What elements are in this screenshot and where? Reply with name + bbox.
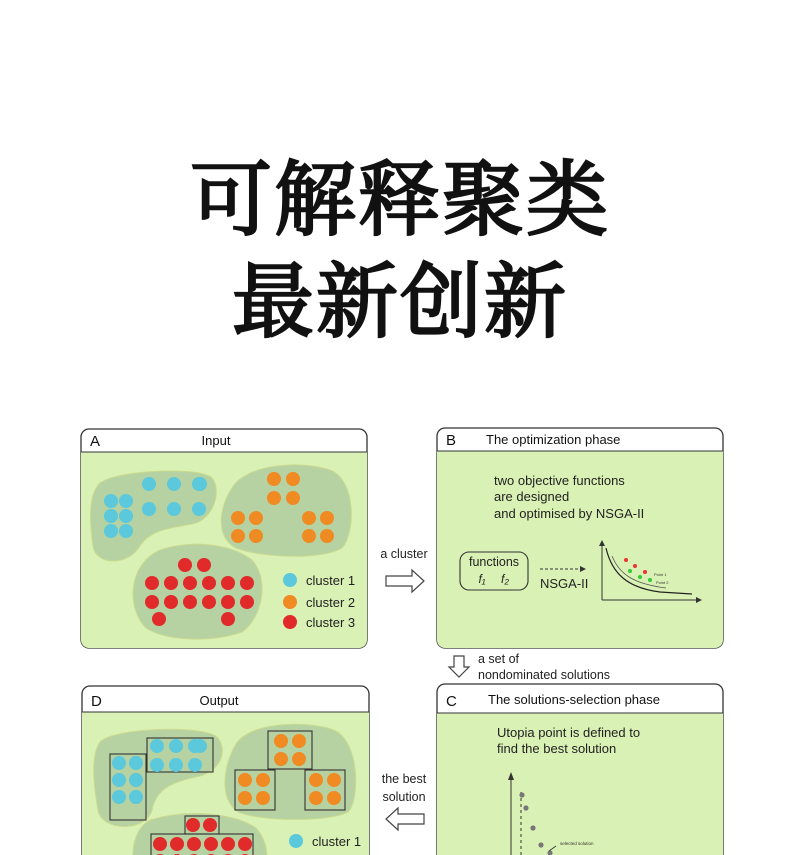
cluster-2-point [238, 773, 252, 787]
cluster-2-point [256, 791, 270, 805]
connector-a-cluster-label: a cluster [380, 547, 428, 561]
solution-dot [523, 805, 528, 810]
cluster-3-point [170, 837, 184, 851]
cluster-1-point [169, 739, 183, 753]
solution-dot [538, 842, 543, 847]
cluster-3-point [152, 612, 166, 626]
cluster-2-point [309, 773, 323, 787]
cluster-2-point [274, 734, 288, 748]
cluster-1-point [193, 477, 207, 491]
cluster-3-point [204, 837, 218, 851]
cluster-3-point [164, 595, 178, 609]
cluster-3-point [183, 576, 197, 590]
cluster-3-point [145, 576, 159, 590]
pareto-dot [648, 578, 652, 582]
cluster-1-point [142, 477, 156, 491]
cluster-2-point [320, 529, 334, 543]
cluster-1-point [119, 524, 133, 538]
pareto-dot [633, 564, 637, 568]
nsga-label: NSGA-II [540, 576, 589, 591]
cluster-2-point [274, 752, 288, 766]
panel-d [82, 686, 369, 855]
cluster-3-point [240, 576, 254, 590]
panel-b-desc-line-3: and optimised by NSGA-II [494, 506, 645, 521]
cluster-3-point [203, 818, 217, 832]
cluster-3-point [221, 837, 235, 851]
cluster-1-point [150, 739, 164, 753]
connector-best-solution-line-2: solution [382, 790, 426, 804]
pareto-dot [628, 569, 632, 573]
cluster-2-point [286, 491, 300, 505]
connector-nondominated-line-2: nondominated solutions [478, 668, 611, 682]
cluster-3-point [202, 595, 216, 609]
cluster-2-point [320, 511, 334, 525]
cluster-2-point [292, 734, 306, 748]
panel-b [437, 428, 723, 648]
cluster-3-point [178, 558, 192, 572]
pareto-point-2-label: Point 2 [656, 580, 669, 585]
legend-label-cluster-1-output: cluster 1 [312, 834, 362, 849]
cluster-2-point [292, 752, 306, 766]
cluster-2-point [267, 491, 281, 505]
cluster-2-point [327, 791, 341, 805]
cluster-3-point [221, 576, 235, 590]
panel-a [81, 429, 367, 648]
cluster-3-point [197, 558, 211, 572]
pareto-dot [643, 570, 647, 574]
legend-dot-cluster-2 [283, 595, 297, 609]
cluster-1-point [119, 509, 133, 523]
cluster-1-point [104, 509, 118, 523]
cluster-2-point [249, 511, 263, 525]
cluster-2-point [249, 529, 263, 543]
cluster-2-point [302, 511, 316, 525]
arrow-left-icon [386, 808, 424, 830]
cluster-1-point [193, 739, 207, 753]
legend-dot-cluster-3 [283, 615, 297, 629]
arrow-right-icon [386, 570, 424, 592]
legend-dot-cluster-1 [283, 573, 297, 587]
panel-c-desc-line-2: find the best solution [497, 741, 617, 756]
panel-d-letter: D [91, 693, 102, 710]
arrow-down-icon [449, 656, 469, 677]
cluster-1-point [167, 502, 181, 516]
cluster-2-point [231, 529, 245, 543]
solution-dot [530, 825, 535, 830]
cluster-1-point [112, 773, 126, 787]
panel-a-title: Input [201, 433, 231, 448]
panel-b-desc-line-2: are designed [494, 489, 570, 504]
panel-c-letter: C [446, 693, 457, 710]
panel-c [437, 684, 723, 855]
page-title-line-2: 最新创新 [231, 255, 568, 350]
cluster-1-point [150, 758, 164, 772]
solution-dot [519, 792, 524, 797]
cluster-3-point [221, 595, 235, 609]
cluster-1-point [169, 758, 183, 772]
cluster-region-3 [133, 544, 262, 639]
connector-nondominated-line-1: a set of [478, 652, 519, 666]
cluster-3-point [183, 595, 197, 609]
cluster-1-point [129, 790, 143, 804]
panel-c-title: The solutions-selection phase [488, 692, 660, 707]
cluster-1-point [129, 773, 143, 787]
pareto-dot [638, 575, 642, 579]
page-title-line-1: 可解释聚类 [189, 153, 610, 248]
panel-b-desc-line-1: two objective functions [494, 473, 625, 488]
panel-d-title: Output [199, 693, 239, 708]
cluster-2-point [309, 791, 323, 805]
panel-d-legend [289, 834, 361, 849]
output-region-2 [225, 724, 356, 819]
legend-label-cluster-2: cluster 2 [306, 595, 356, 610]
cluster-2-point [231, 511, 245, 525]
cluster-1-point [192, 502, 206, 516]
cluster-3-point [240, 595, 254, 609]
legend-label-cluster-1: cluster 1 [306, 573, 356, 588]
panel-a-letter: A [90, 433, 101, 450]
legend-label-cluster-3: cluster 3 [306, 615, 356, 630]
panel-a-legend [283, 573, 355, 630]
cluster-3-point [164, 576, 178, 590]
cluster-2-point [286, 472, 300, 486]
cluster-2-point [256, 773, 270, 787]
cluster-1-point [167, 477, 181, 491]
cluster-2-point [302, 529, 316, 543]
cluster-1-point [104, 524, 118, 538]
cluster-3-point [221, 612, 235, 626]
cluster-1-point [142, 502, 156, 516]
legend-dot-cluster-1-output [289, 834, 303, 848]
cluster-3-point [186, 818, 200, 832]
functions-label: functions [468, 555, 520, 569]
function-f2: f₂ [501, 572, 509, 586]
cluster-1-point [112, 790, 126, 804]
function-f1: f₁ [478, 572, 486, 586]
cluster-1-point [112, 756, 126, 770]
cluster-2-point [238, 791, 252, 805]
cluster-2-point [327, 773, 341, 787]
connector-best-solution-line-1: the best [381, 772, 427, 786]
pareto-point-1-label: Point 1 [654, 572, 667, 577]
panel-c-desc-line-1: Utopia point is defined to [497, 725, 641, 740]
cluster-3-point [238, 837, 252, 851]
cluster-1-point [129, 756, 143, 770]
cluster-3-point [202, 576, 216, 590]
cluster-3-point [145, 595, 159, 609]
cluster-1-point [119, 494, 133, 508]
cluster-1-point [188, 758, 202, 772]
panel-b-title: The optimization phase [486, 432, 621, 447]
selected-solution-label: selected solution [560, 841, 594, 846]
cluster-2-point [267, 472, 281, 486]
cluster-3-point [187, 837, 201, 851]
pareto-dot [624, 558, 628, 562]
cluster-1-point [104, 494, 118, 508]
panel-b-letter: B [446, 432, 457, 449]
cluster-3-point [153, 837, 167, 851]
